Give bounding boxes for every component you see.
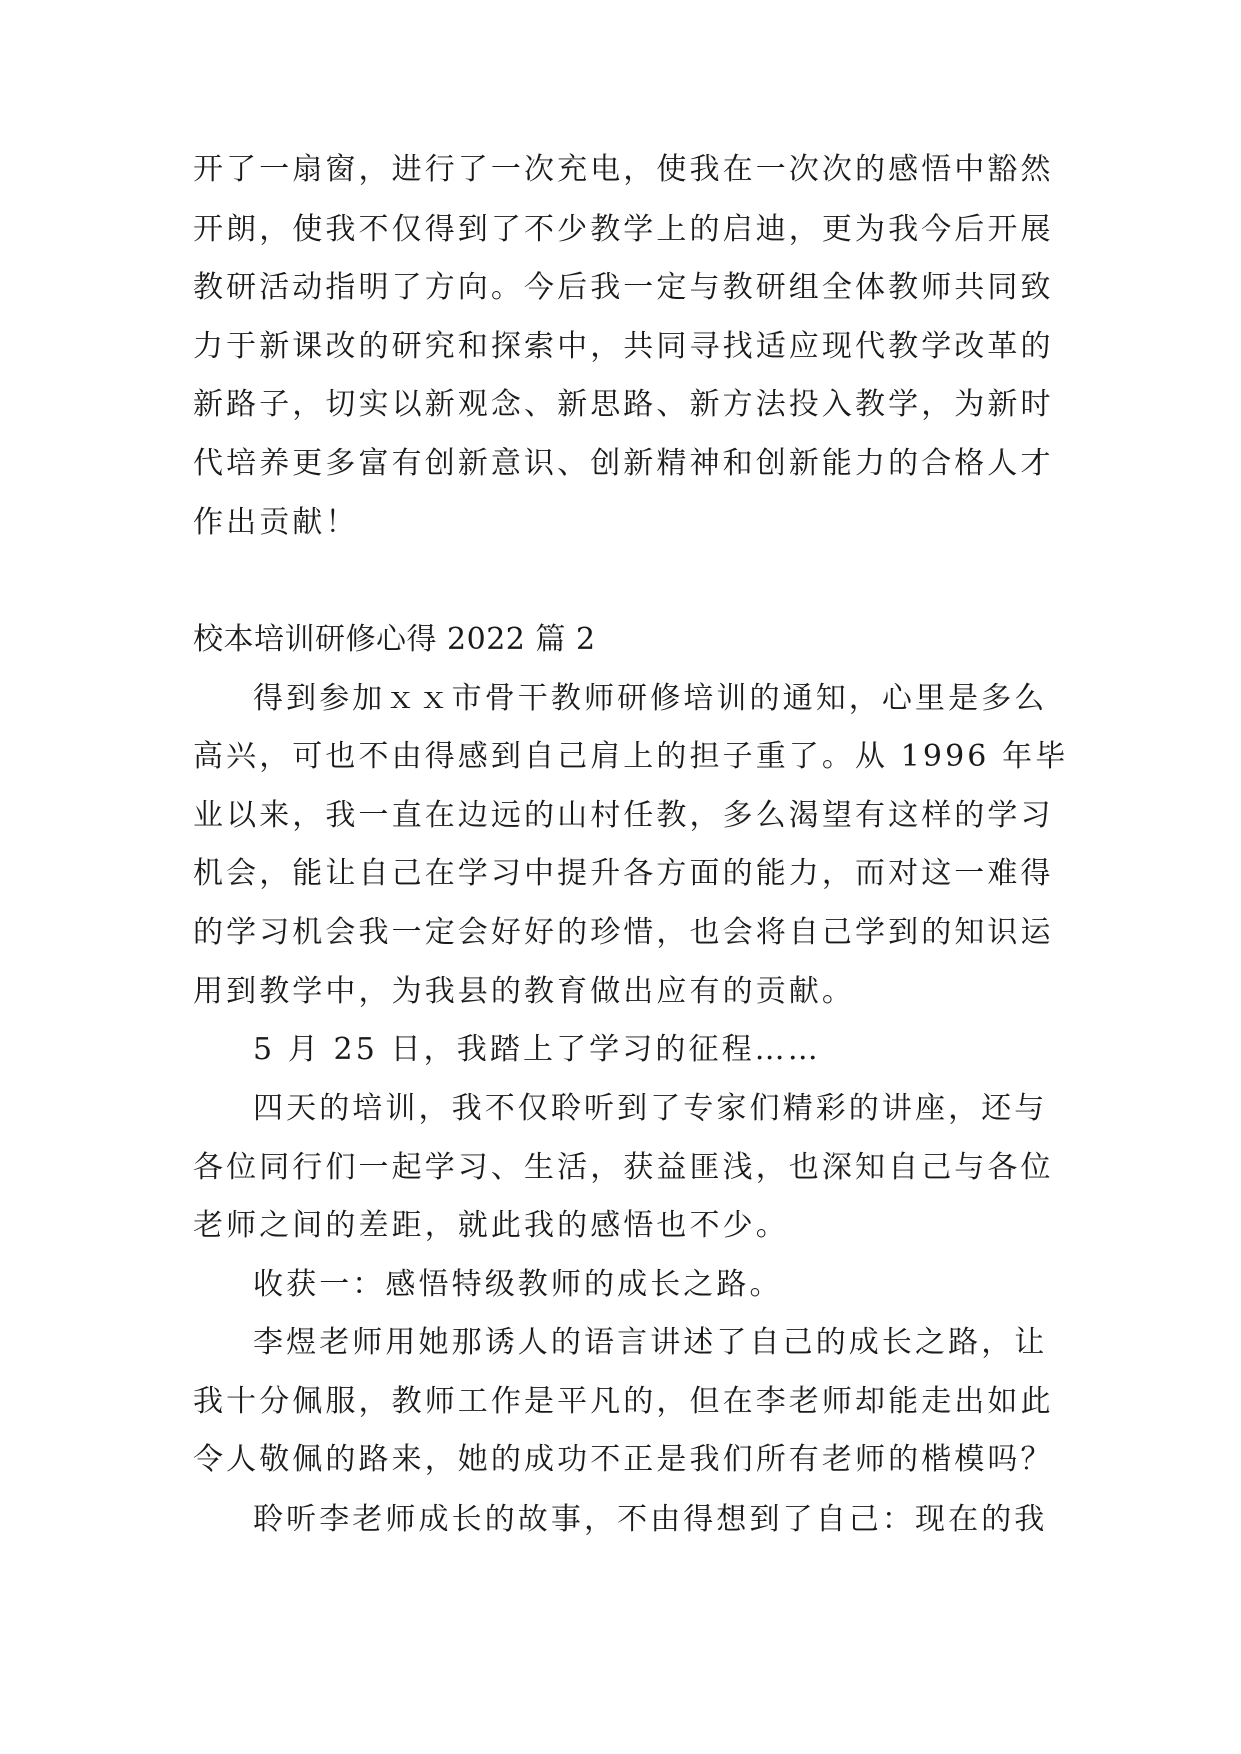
text-line: 新路子，切实以新观念、新思路、新方法投入教学，为新时 — [193, 387, 1054, 422]
text-line: 5 月 25 日，我踏上了学习的征程…… — [253, 1032, 821, 1067]
section-title: 校本培训研修心得 2022 篇 2 — [193, 622, 596, 657]
text-line: 用到教学中，为我县的教育做出应有的贡献。 — [193, 974, 855, 1009]
text-line: 作出贡献！ — [193, 505, 359, 540]
text-line: 力于新课改的研究和探索中，共同寻找适应现代教学改革的 — [193, 329, 1054, 364]
text-line: 李煜老师用她那诱人的语言讲述了自己的成长之路，让 — [253, 1325, 1048, 1360]
text-line: 开了一扇窗，进行了一次充电，使我在一次次的感悟中豁然 — [193, 152, 1054, 187]
text-line: 教研活动指明了方向。今后我一定与教研组全体教师共同致 — [193, 270, 1054, 305]
text-line: 我十分佩服，教师工作是平凡的，但在李老师却能走出如此 — [193, 1384, 1054, 1419]
text-line: 令人敬佩的路来，她的成功不正是我们所有老师的楷模吗？ — [193, 1442, 1054, 1477]
text-line: 高兴，可也不由得感到自己肩上的担子重了。从 1996 年毕 — [193, 739, 1069, 774]
text-line: 得到参加ｘｘ市骨干教师研修培训的通知，心里是多么 — [253, 681, 1048, 716]
text-line: 业以来，我一直在边远的山村任教，多么渴望有这样的学习 — [193, 798, 1054, 833]
text-line: 聆听李老师成长的故事，不由得想到了自己：现在的我 — [253, 1502, 1048, 1537]
text-line: 各位同行们一起学习、生活，获益匪浅，也深知自己与各位 — [193, 1150, 1054, 1185]
text-line: 老师之间的差距，就此我的感悟也不少。 — [193, 1208, 789, 1243]
text-line: 机会，能让自己在学习中提升各方面的能力，而对这一难得 — [193, 856, 1054, 891]
text-line: 四天的培训，我不仅聆听到了专家们精彩的讲座，还与 — [253, 1091, 1048, 1126]
text-line: 的学习机会我一定会好好的珍惜，也会将自己学到的知识运 — [193, 915, 1054, 950]
text-line: 开朗，使我不仅得到了不少教学上的启迪，更为我今后开展 — [193, 212, 1054, 247]
text-line: 收获一：感悟特级教师的成长之路。 — [253, 1267, 783, 1302]
text-line: 代培养更多富有创新意识、创新精神和创新能力的合格人才 — [193, 446, 1054, 481]
